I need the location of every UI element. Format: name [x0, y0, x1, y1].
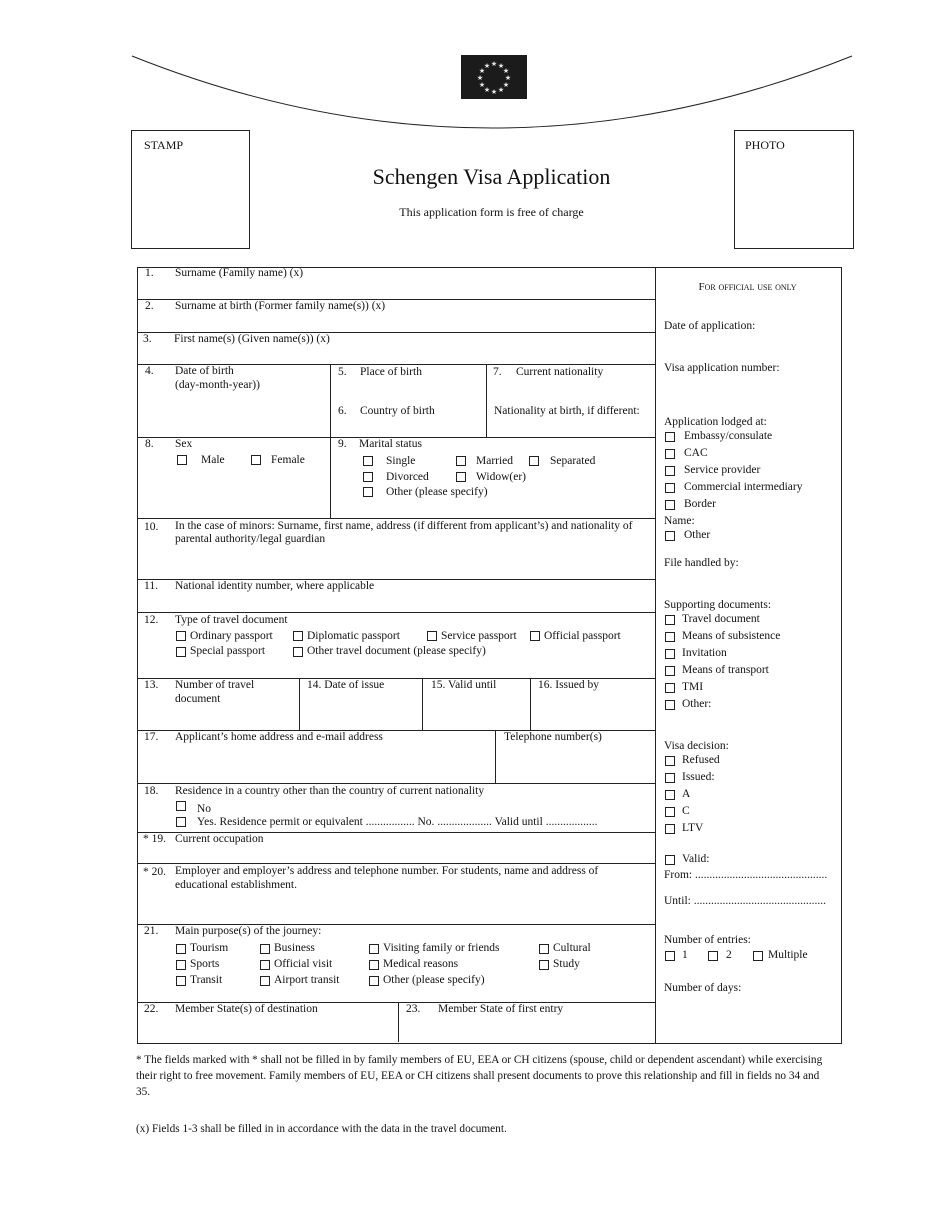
svg-text:★: ★ [483, 86, 491, 94]
svg-text:★: ★ [476, 74, 484, 82]
checkbox-refused[interactable] [665, 756, 675, 766]
svg-text:★: ★ [478, 81, 486, 89]
checkbox-divorced[interactable] [363, 472, 373, 482]
checkbox-doc-other[interactable] [665, 700, 675, 710]
checkbox-female[interactable] [251, 455, 261, 465]
checkbox-diplomatic-passport[interactable] [293, 631, 303, 641]
checkbox-widow[interactable] [456, 472, 466, 482]
checkbox-visiting[interactable] [369, 944, 379, 954]
official-use-heading: For official use only [698, 281, 797, 293]
supporting-documents-label: Supporting documents: [664, 599, 772, 611]
checkbox-lodged-other[interactable] [665, 531, 675, 541]
checkbox-official-visit[interactable] [260, 960, 270, 970]
page-subtitle: This application form is free of charge [399, 205, 584, 219]
checkbox-embassy[interactable] [665, 432, 675, 442]
svg-text:★: ★ [490, 88, 498, 96]
checkbox-airport-transit[interactable] [260, 976, 270, 986]
footnote-star: * The fields marked with * shall not be filled in by family members of EU, EEA or CH citizens (spouse, child or dependent ascendant) while exercising their right to free movement. Family members of EU, EEA or CH citizens shall present documents to prove this relationship and fill in fields no 34 and 35. [136, 1054, 823, 1098]
checkbox-ordinary-passport[interactable] [176, 631, 186, 641]
checkbox-entries-1[interactable] [665, 951, 675, 961]
svg-text:★: ★ [502, 67, 510, 75]
number-of-entries-label: Number of entries: [664, 934, 751, 946]
checkbox-service-provider[interactable] [665, 466, 675, 476]
checkbox-official-passport[interactable] [530, 631, 540, 641]
checkbox-doc-transport[interactable] [665, 666, 675, 676]
lodged-at-label: Application lodged at: [664, 416, 767, 428]
checkbox-tourism[interactable] [176, 944, 186, 954]
checkbox-valid[interactable] [665, 855, 675, 865]
checkbox-doc-subsistence[interactable] [665, 632, 675, 642]
eu-stars-icon [461, 55, 527, 99]
checkbox-male[interactable] [177, 455, 187, 465]
checkbox-visa-c[interactable] [665, 807, 675, 817]
checkbox-marital-other[interactable] [363, 487, 373, 497]
checkbox-entries-multiple[interactable] [753, 951, 763, 961]
checkbox-residence-no[interactable] [176, 801, 186, 811]
footnote-x: (x) Fields 1-3 shall be filled in in accordance with the data in the travel document. [136, 1123, 507, 1135]
checkbox-cac[interactable] [665, 449, 675, 459]
visa-application-number-label: Visa application number: [664, 362, 780, 374]
page-title: Schengen Visa Application [372, 164, 611, 189]
file-handled-by-label: File handled by: [664, 557, 739, 569]
checkbox-medical[interactable] [369, 960, 379, 970]
checkbox-single[interactable] [363, 456, 373, 466]
checkbox-service-passport[interactable] [427, 631, 437, 641]
checkbox-commercial-intermediary[interactable] [665, 483, 675, 493]
checkbox-study[interactable] [539, 960, 549, 970]
checkbox-transit[interactable] [176, 976, 186, 986]
checkbox-doc-invitation[interactable] [665, 649, 675, 659]
valid-until-official: Until: .............................................. [664, 895, 826, 907]
svg-text:★: ★ [490, 60, 498, 68]
checkbox-border[interactable] [665, 500, 675, 510]
checkbox-sports[interactable] [176, 960, 186, 970]
valid-from: From: .............................................. [664, 869, 828, 881]
checkbox-business[interactable] [260, 944, 270, 954]
svg-text:★: ★ [483, 62, 491, 70]
number-of-days-label: Number of days: [664, 982, 742, 994]
checkbox-doc-tmi[interactable] [665, 683, 675, 693]
checkbox-other-travel-document[interactable] [293, 647, 303, 657]
checkbox-doc-travel[interactable] [665, 615, 675, 625]
visa-decision-label: Visa decision: [664, 740, 729, 752]
checkbox-visa-a[interactable] [665, 790, 675, 800]
checkbox-cultural[interactable] [539, 944, 549, 954]
checkbox-entries-2[interactable] [708, 951, 718, 961]
svg-text:★: ★ [502, 81, 510, 89]
checkbox-married[interactable] [456, 456, 466, 466]
eu-flag [461, 55, 527, 99]
svg-text:★: ★ [478, 67, 486, 75]
checkbox-issued[interactable] [665, 773, 675, 783]
checkbox-residence-yes[interactable] [176, 817, 186, 827]
date-of-application-label: Date of application: [664, 320, 756, 332]
photo-label: PHOTO [745, 138, 785, 152]
checkbox-purpose-other[interactable] [369, 976, 379, 986]
stamp-label: STAMP [144, 138, 184, 152]
checkbox-separated[interactable] [529, 456, 539, 466]
checkbox-visa-ltv[interactable] [665, 824, 675, 834]
checkbox-special-passport[interactable] [176, 647, 186, 657]
svg-text:★: ★ [497, 86, 505, 94]
svg-text:★: ★ [497, 62, 505, 70]
svg-text:★: ★ [504, 74, 512, 82]
